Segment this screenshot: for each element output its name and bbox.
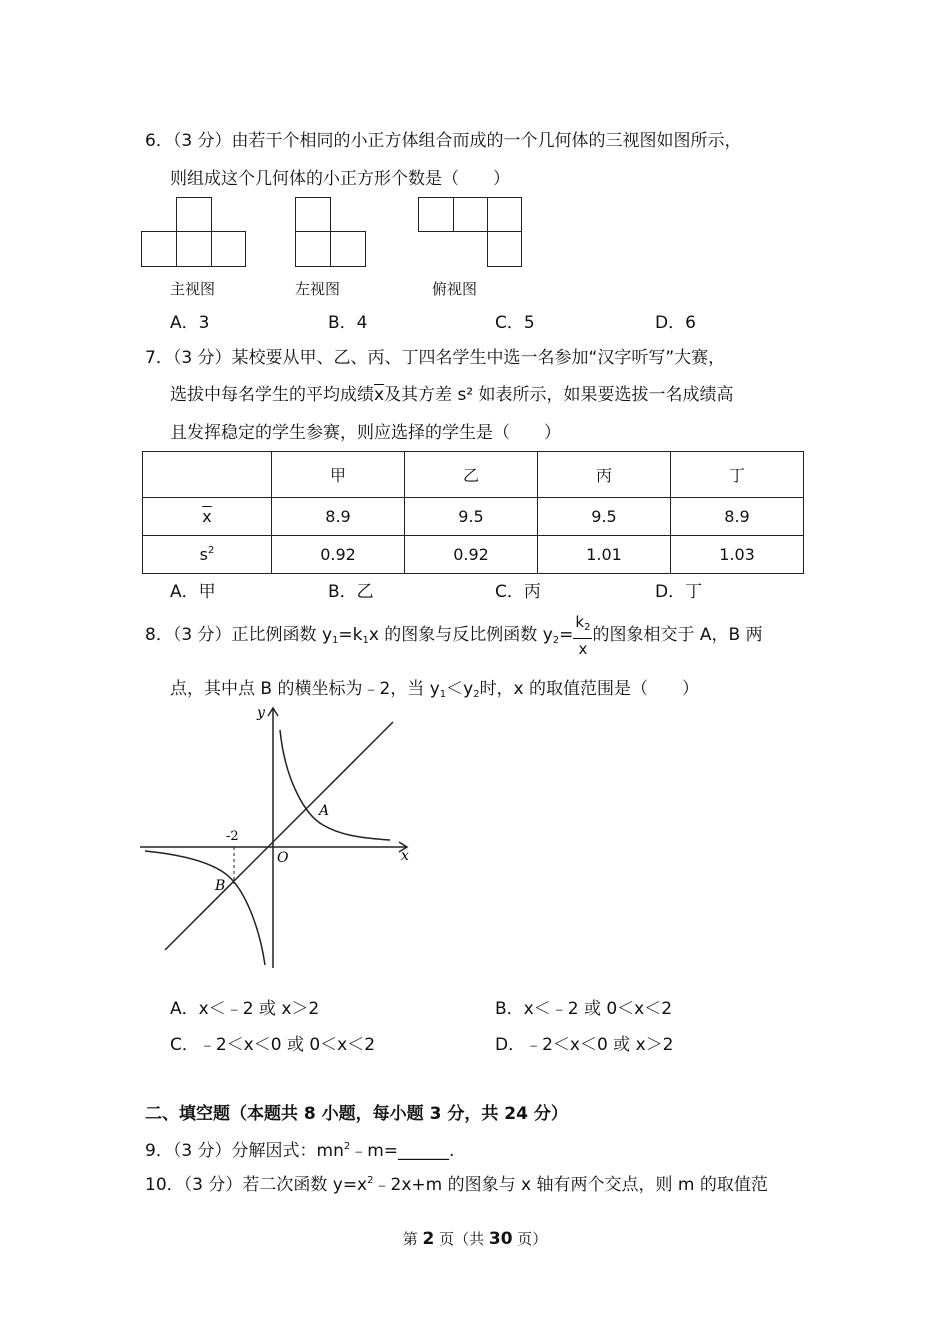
y-axis-label: y	[257, 705, 265, 721]
q8-line2: 点，其中点 B 的横坐标为﹣2，当 $y_1<y_2$时，x 的取值范围是（ ）	[170, 679, 700, 700]
q7-option-d: D．丁	[655, 582, 703, 602]
current-page-number: 2	[422, 1229, 435, 1249]
table-header-yi: 乙	[405, 452, 538, 498]
variance-row-label: $s^2$	[143, 535, 272, 573]
q6-line2: 则组成这个几何体的小正方形个数是（ ）	[170, 169, 510, 189]
page-footer: 第 2 页（共 30 页）	[402, 1229, 548, 1249]
q8-option-a: A．x＜﹣2 或 x＞2	[170, 999, 320, 1019]
q8-option-b: B．x＜﹣2 或 0＜x＜2	[495, 999, 673, 1019]
q6-line1: 6．（3 分）由若干个相同的小正方体组合而成的一个几何体的三视图如图所示，	[145, 131, 742, 151]
table-row	[143, 535, 804, 573]
fraction-k2-over-x: $\frac{k_2}{x}$	[575, 612, 591, 658]
q6-option-c: C．5	[495, 313, 535, 333]
function-graph	[135, 700, 425, 975]
q7-line2-end: 及其方差 s² 如表所示，如果要选拔一名成绩高	[384, 385, 734, 405]
table-cell: 0.92	[405, 535, 538, 573]
table-row	[143, 497, 804, 535]
table-cell: 9.5	[538, 497, 671, 535]
x-axis-label: x	[401, 848, 409, 864]
q7-option-b: B．乙	[328, 582, 374, 602]
q6-option-d: D．6	[655, 313, 696, 333]
q7-line2	[170, 380, 734, 405]
table-header-bing: 丙	[538, 452, 671, 498]
front-view-label: 主视图	[170, 280, 216, 298]
left-view-label: 左视图	[295, 280, 341, 298]
total-page-number: 30	[488, 1229, 513, 1249]
q8-option-c: C．﹣2＜x＜0 或 0＜x＜2	[170, 1035, 376, 1055]
section-heading: 二、填空题（本题共 8 小题，每小题 3 分，共 24 分）	[145, 1104, 568, 1124]
q6-option-a: A．3	[170, 313, 210, 333]
table-header-blank	[143, 452, 272, 498]
point-a-label: A	[319, 803, 330, 819]
table-header-jia: 甲	[272, 452, 405, 498]
table-cell: 8.9	[272, 497, 405, 535]
q7-line2-start: 选拔中每名学生的平均成绩	[170, 385, 374, 405]
q6-option-b: B．4	[328, 313, 368, 333]
table-header-ding: 丁	[671, 452, 804, 498]
neg2-label: -2	[226, 829, 239, 844]
top-view-label: 俯视图	[432, 280, 478, 298]
table-cell: 1.03	[671, 535, 804, 573]
table-cell: 9.5	[405, 497, 538, 535]
table-cell: 1.01	[538, 535, 671, 573]
q9-line: 9．（3 分）分解因式：$mn^2﹣m=\_\_\_\_\_\_$.	[145, 1141, 455, 1161]
scores-table	[142, 451, 804, 574]
q10-line: 10．（3 分）若二次函数 $y=x^2﹣2x+m$ 的图象与 x 轴有两个交点，则 m 的取值范	[145, 1175, 768, 1195]
table-header-row	[143, 452, 804, 498]
mean-row-label: $\overline{x}$	[143, 497, 272, 535]
table-cell: 8.9	[671, 497, 804, 535]
q8-option-d: D．﹣2＜x＜0 或 x＞2	[495, 1035, 674, 1055]
origin-label: O	[277, 850, 289, 866]
q7-line1: 7．（3 分）某校要从甲、乙、丙、丁四名学生中选一名参加“汉字听写”大赛，	[145, 348, 726, 368]
point-b-label: B	[215, 878, 226, 894]
q7-line3: 且发挥稳定的学生参赛，则应选择的学生是（ ）	[170, 423, 561, 443]
mean-symbol: $\overline{x}$	[374, 385, 385, 405]
q8-line1: 8．（3 分）正比例函数 $y_1=k_1x$ 的图象与反比例函数 $y_2=$ $\frac{k_2}{x}$ 的图象相交于 A，B 两	[145, 612, 763, 658]
table-cell: 0.92	[272, 535, 405, 573]
q7-option-c: C．丙	[495, 582, 541, 602]
hyperbola-branch-right	[280, 730, 390, 840]
q7-option-a: A．甲	[170, 582, 216, 602]
line-y1	[165, 722, 393, 950]
